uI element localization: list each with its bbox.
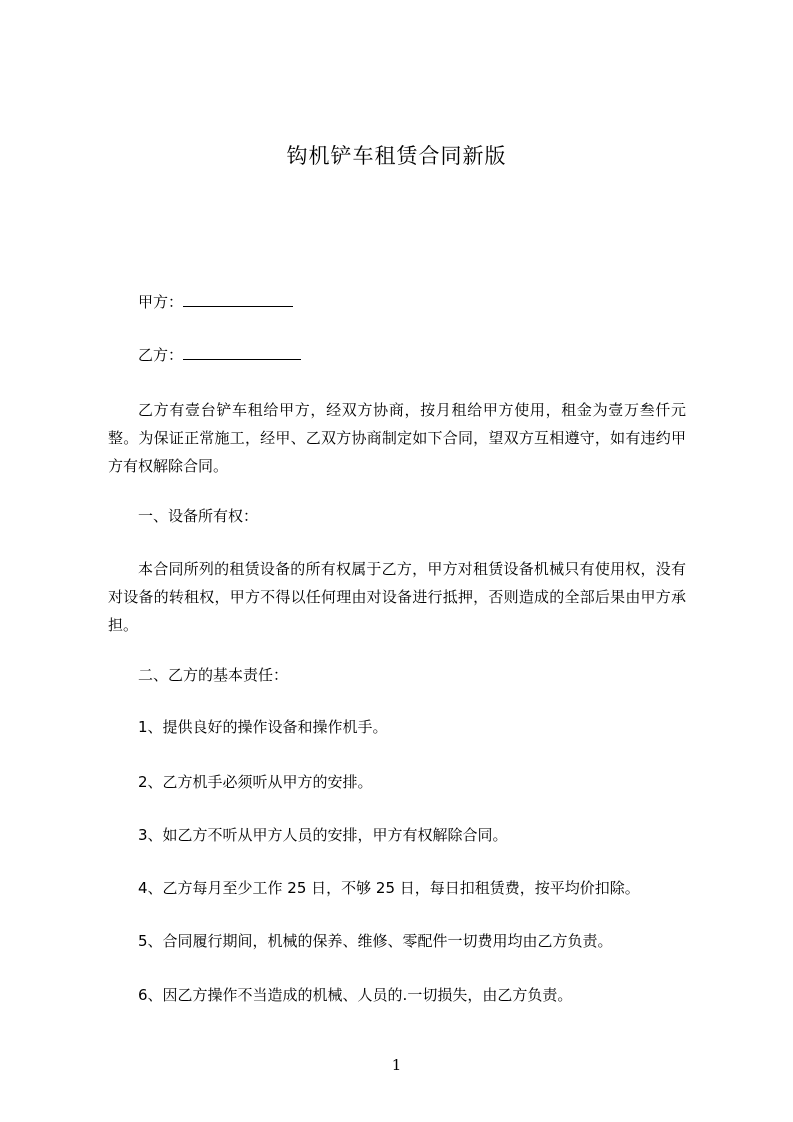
list-item: 5、合同履行期间，机械的保养、维修、零配件一切费用均由乙方负责。 bbox=[138, 932, 613, 950]
party-a-blank bbox=[183, 292, 293, 307]
party-b-label: 乙方： bbox=[138, 346, 184, 364]
list-item: 4、乙方每月至少工作 25 日，不够 25 日，每日扣租赁费，按平均价扣除。 bbox=[138, 879, 640, 897]
party-a-line bbox=[138, 292, 293, 312]
section2-heading: 二、乙方的基本责任： bbox=[138, 666, 289, 684]
intro-paragraph: 乙方有壹台铲车租给甲方，经双方协商，按月租给甲方使用，租金为壹万叁仟元整。为保证正常施工，经甲、乙双方协商制定如下合同，望双方互相遵守，如有违约甲方有权解除合同。 bbox=[108, 401, 686, 475]
party-b-blank bbox=[183, 345, 301, 360]
party-a-label: 甲方： bbox=[138, 293, 184, 311]
party-b-line bbox=[138, 345, 301, 365]
list-item: 3、如乙方不听从甲方人员的安排，甲方有权解除合同。 bbox=[138, 826, 508, 844]
section1-paragraph: 本合同所列的租赁设备的所有权属于乙方，甲方对租赁设备机械只有使用权，没有对设备的转租权，甲方不得以任何理由对设备进行抵押，否则造成的全部后果由甲方承担。 bbox=[108, 560, 686, 634]
document-title: 钩机铲车租赁合同新版 bbox=[286, 144, 507, 168]
page-number: 1 bbox=[391, 1056, 402, 1074]
list-item: 6、因乙方操作不当造成的机械、人员的.一切损失，由乙方负责。 bbox=[138, 986, 573, 1004]
list-item: 2、乙方机手必须听从甲方的安排。 bbox=[138, 773, 373, 791]
list-item: 1、提供良好的操作设备和操作机手。 bbox=[138, 718, 388, 736]
section1-heading: 一、设备所有权： bbox=[138, 507, 259, 525]
